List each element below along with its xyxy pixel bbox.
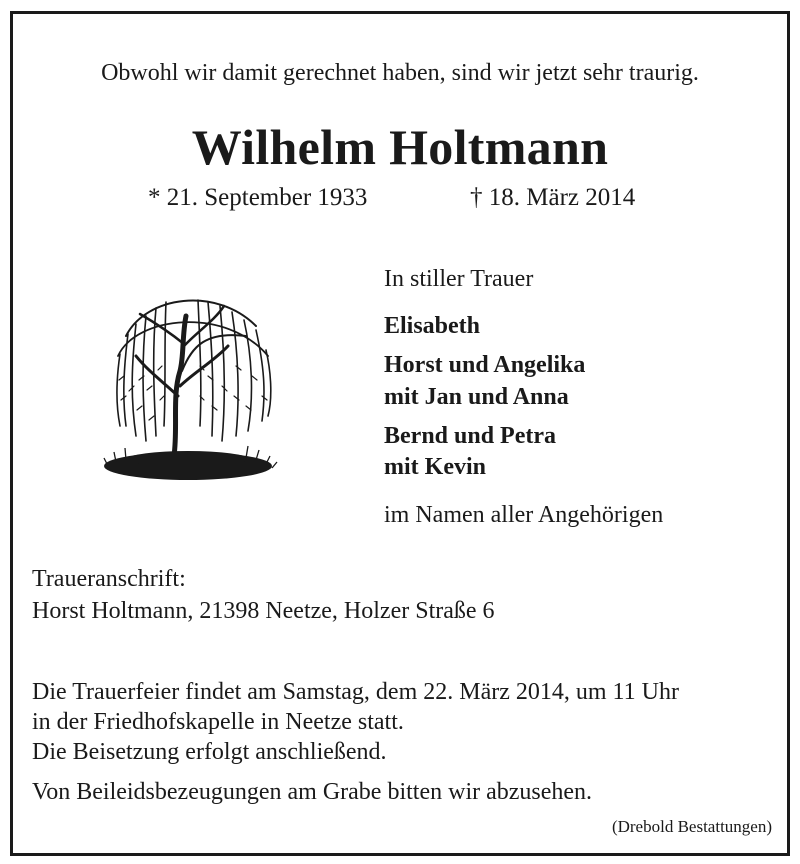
mourner-line: Horst und Angelika xyxy=(384,352,586,378)
mourners-intro: In stiller Trauer xyxy=(384,266,534,292)
undertaker-credit: (Drebold Bestattungen) xyxy=(611,817,772,836)
mourner-line: mit Jan und Anna xyxy=(384,384,569,410)
deceased-name: Wilhelm Holtmann xyxy=(191,119,609,175)
condolence-note: Von Beileidsbezeugungen am Grabe bitten wir abzusehen. xyxy=(32,779,593,805)
address-label: Traueranschrift: xyxy=(32,566,186,592)
weeping-willow-icon xyxy=(96,276,282,506)
intro-text: Obwohl wir damit gerechnet haben, sind wir jetzt sehr traurig. xyxy=(101,60,699,86)
mourner-line: mit Kevin xyxy=(384,454,486,480)
birth-date: * 21. September 1933 xyxy=(148,184,368,211)
mourner-line: Elisabeth xyxy=(384,313,481,339)
ceremony-line: Die Trauerfeier findet am Samstag, dem 22. März 2014, um 11 Uhr xyxy=(32,679,679,705)
address-text: Horst Holtmann, 21398 Neetze, Holzer Straße 6 xyxy=(32,598,495,624)
mourner-line: Bernd und Petra xyxy=(384,423,557,449)
ceremony-line: in der Friedhofskapelle in Neetze statt. xyxy=(32,709,404,735)
ceremony-line: Die Beisetzung erfolgt anschließend. xyxy=(32,739,387,765)
mourners-closing: im Namen aller Angehörigen xyxy=(384,502,664,528)
death-date: † 18. März 2014 xyxy=(470,184,636,211)
